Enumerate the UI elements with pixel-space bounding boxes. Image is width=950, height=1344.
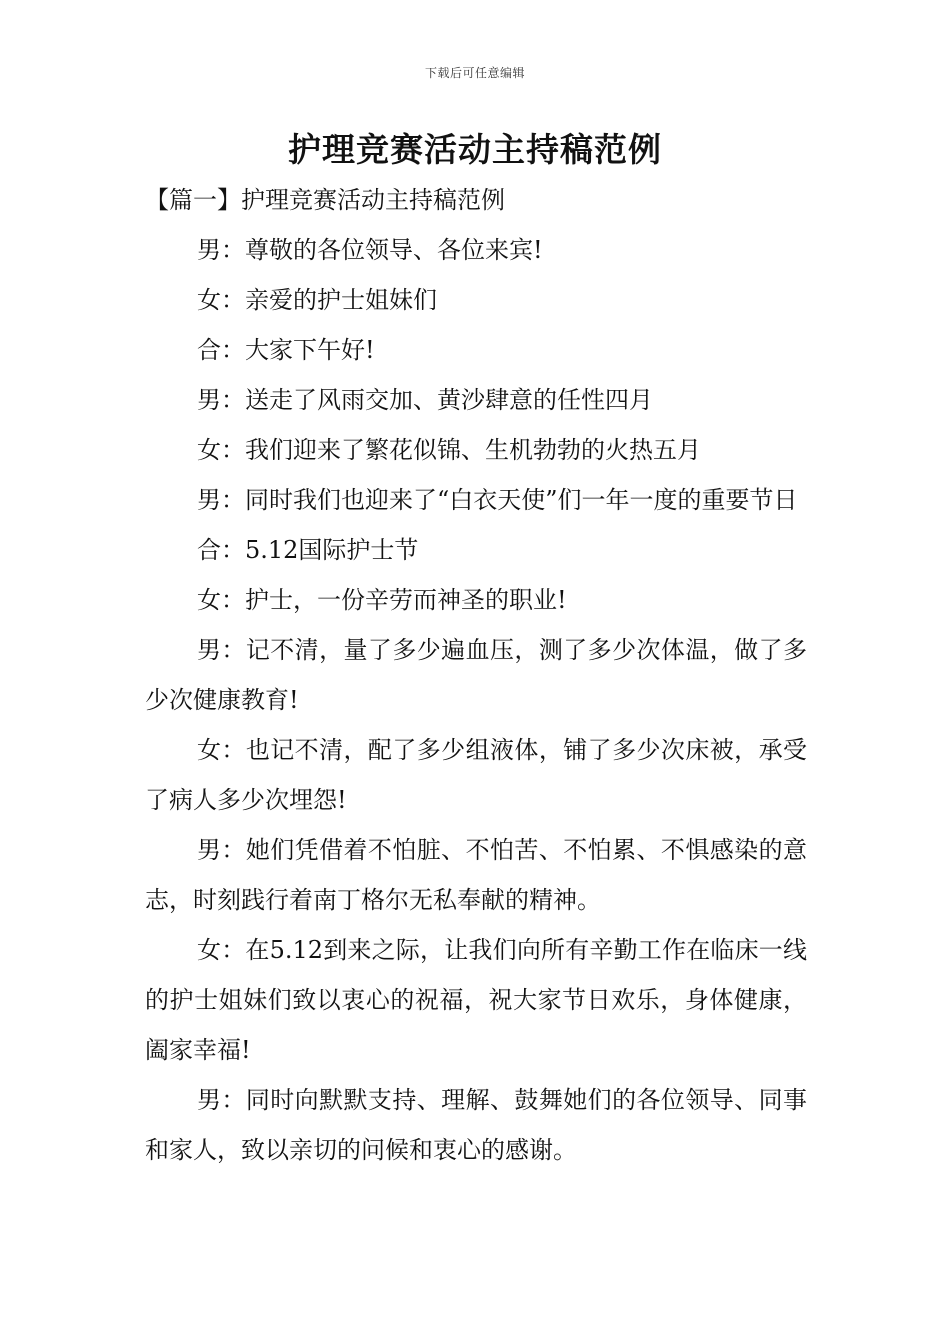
paragraph: 男：记不清，量了多少遍血压，测了多少次体温，做了多少次健康教育! <box>145 636 807 714</box>
paragraph: 男：同时我们也迎来了“白衣天使”们一年一度的重要节日 <box>197 486 798 514</box>
paragraph: 男：送走了风雨交加、黄沙肆意的任性四月 <box>197 386 653 414</box>
paragraph: 女：我们迎来了繁花似锦、生机勃勃的火热五月 <box>197 436 701 464</box>
paragraph: 女：亲爱的护士姐妹们 <box>197 286 437 314</box>
section-heading: 【篇一】护理竞赛活动主持稿范例 <box>145 186 505 214</box>
header-note: 下载后可任意编辑 <box>424 66 525 80</box>
paragraph: 女：护士，一份辛劳而神圣的职业! <box>197 586 567 614</box>
document-body <box>145 175 807 1175</box>
paragraph: 男：尊敬的各位领导、各位来宾! <box>197 236 543 264</box>
paragraph: 合：5.12国际护士节 <box>197 536 419 564</box>
paragraph: 女：在5.12到来之际，让我们向所有辛勤工作在临床一线的护士姐妹们致以衷心的祝福，祝大家节日欢乐，身体健康，阖家幸福! <box>145 936 807 1064</box>
paragraph: 男：她们凭借着不怕脏、不怕苦、不怕累、不惧感染的意志，时刻践行着南丁格尔无私奉献的精神。 <box>145 836 807 914</box>
paragraph: 男：同时向默默支持、理解、鼓舞她们的各位领导、同事和家人，致以亲切的问候和衷心的感谢。 <box>145 1086 807 1164</box>
page-title: 护理竞赛活动主持稿范例 <box>288 130 662 169</box>
paragraph: 女：也记不清，配了多少组液体，铺了多少次床被，承受了病人多少次埋怨! <box>145 736 807 814</box>
paragraph: 合：大家下午好! <box>197 336 375 364</box>
